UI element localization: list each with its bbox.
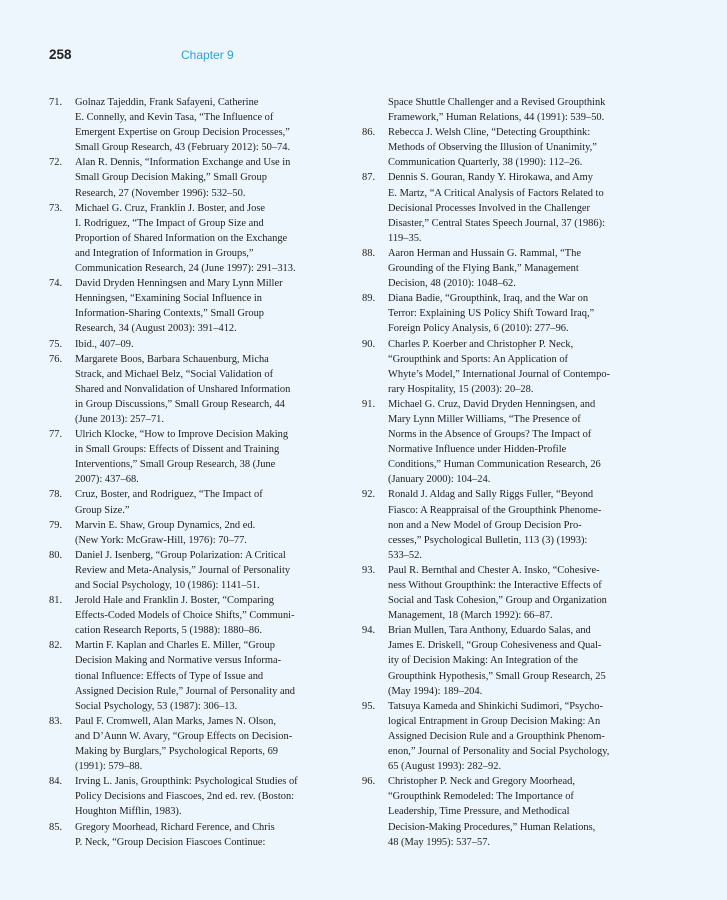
- endnote-line: logical Entrapment in Group Decision Making: An: [388, 715, 601, 727]
- endnote-number: 89.: [362, 293, 376, 305]
- endnote-number: 77.: [49, 429, 63, 441]
- endnote-line: David Dryden Henningsen and Mary Lynn Miller: [75, 278, 283, 290]
- endnote-line: Normative Influence under Hidden-Profile: [388, 444, 567, 456]
- endnote-line: Decisional Processes Involved in the Challenger: [388, 202, 591, 214]
- endnote-line: Emergent Expertise on Group Decision Processes,”: [75, 127, 290, 139]
- endnote-number: 95.: [362, 700, 376, 712]
- endnote-line: Irving L. Janis, Groupthink: Psychological Studies of: [75, 776, 298, 788]
- endnote-line: Small Group Research, 43 (February 2012): 50–74.: [75, 142, 291, 154]
- endnote-number: 75.: [49, 338, 63, 350]
- endnote-line: (1991): 579–88.: [75, 761, 143, 773]
- endnote: [49, 487, 349, 517]
- endnote-line: 65 (August 1993): 282–92.: [388, 761, 502, 773]
- endnote-line: Gregory Moorhead, Richard Ference, and Chris: [75, 821, 275, 833]
- endnote-number: 96.: [362, 776, 376, 788]
- endnote-line: Space Shuttle Challenger and a Revised Groupthink: [388, 97, 606, 108]
- endnote: [362, 699, 662, 774]
- endnote-line: Martin F. Kaplan and Charles E. Miller, “Group: [75, 640, 275, 652]
- endnote-line: Grounding of the Flying Bank,” Management: [388, 263, 579, 275]
- endnote-line: 533–52.: [388, 549, 422, 561]
- endnote-line: and D’Aunn W. Avary, “Group Effects on Decision-: [75, 730, 293, 742]
- endnote-line: Shared and Nonvalidation of Unshared Information: [75, 383, 291, 395]
- endnote-line: Group Size.”: [75, 504, 130, 516]
- endnote: [49, 548, 349, 593]
- endnote-number: 79.: [49, 519, 63, 531]
- endnote-line: Small Group Decision Making,” Small Group: [75, 172, 267, 184]
- endnote-line: Marvin E. Shaw, Group Dynamics, 2nd ed.: [75, 519, 256, 531]
- endnote-line: Houghton Mifflin, 1983).: [75, 806, 182, 818]
- endnote-line: Leadership, Time Pressure, and Methodical: [388, 806, 570, 818]
- endnote: [362, 95, 662, 125]
- endnote-line: E. Martz, “A Critical Analysis of Factors Related to: [388, 187, 604, 199]
- endnote: [362, 125, 662, 170]
- endnote-line: Policy Decisions and Fiascoes, 2nd ed. rev. (Boston:: [75, 791, 295, 803]
- endnote-line: 48 (May 1995): 537–57.: [388, 836, 491, 848]
- endnote-line: “Groupthink and Sports: An Application of: [388, 353, 569, 365]
- endnote-line: Social and Task Cohesion,” Group and Organization: [388, 595, 607, 607]
- endnote-line: Rebecca J. Welsh Cline, “Detecting Groupthink:: [388, 127, 591, 139]
- endnote: [49, 638, 349, 713]
- endnote-line: P. Neck, “Group Decision Fiascoes Continue:: [75, 836, 266, 848]
- endnote-line: Ronald J. Aldag and Sally Riggs Fuller, “Beyond: [388, 489, 594, 501]
- endnote-line: Assigned Decision Rule,” Journal of Personality and: [75, 685, 296, 697]
- notes-column-right: [362, 95, 662, 850]
- endnote-number: 84.: [49, 776, 63, 788]
- notes-column-left: [49, 95, 349, 850]
- endnote-line: Ibid., 407–09.: [75, 338, 134, 350]
- endnote-line: 119–35.: [388, 232, 422, 244]
- endnote-line: Terror: Explaining US Policy Shift Toward Iraq,”: [388, 308, 595, 320]
- endnote-line: (January 2000): 104–24.: [388, 474, 491, 486]
- endnote-line: Methods of Observing the Illusion of Unanimity,”: [388, 142, 597, 154]
- endnote-number: 85.: [49, 821, 63, 833]
- endnote-number: 71.: [49, 97, 63, 108]
- chapter-label: Chapter 9: [181, 48, 234, 62]
- endnote: [49, 820, 349, 850]
- endnote-line: Strack, and Michael Belz, “Social Validation of: [75, 368, 274, 380]
- endnote: [49, 593, 349, 638]
- endnote: [49, 276, 349, 336]
- endnote-number: 81.: [49, 595, 63, 607]
- endnote-number: 76.: [49, 353, 63, 365]
- endnote-number: 93.: [362, 564, 376, 576]
- endnote-line: Effects-Coded Models of Choice Shifts,” Communi-: [75, 610, 295, 622]
- endnote: [362, 246, 662, 291]
- endnote-line: Cruz, Boster, and Rodriguez, “The Impact of: [75, 489, 263, 501]
- endnote-line: Alan R. Dennis, “Information Exchange and Use in: [75, 157, 291, 169]
- endnote: [49, 714, 349, 774]
- endnote-number: 73.: [49, 202, 63, 214]
- endnote-line: Jerold Hale and Franklin J. Boster, “Comparing: [75, 595, 275, 607]
- endnote-line: Conditions,” Human Communication Research, 26: [388, 459, 601, 471]
- endnote-line: Decision-Making Procedures,” Human Relations,: [388, 821, 596, 833]
- endnote-line: Michael G. Cruz, Franklin J. Boster, and Jose: [75, 202, 266, 214]
- endnote-number: 86.: [362, 127, 376, 139]
- endnote-line: Norms in the Absence of Groups? The Impact of: [388, 429, 592, 441]
- endnote-line: Communication Quarterly, 38 (1990): 112–26.: [388, 157, 583, 169]
- endnote-line: “Groupthink Remodeled: The Importance of: [388, 791, 574, 803]
- endnote-number: 78.: [49, 489, 63, 501]
- endnote-line: Daniel J. Isenberg, “Group Polarization: A Critical: [75, 549, 286, 561]
- endnote-number: 94.: [362, 625, 376, 637]
- endnote-line: in Group Discussions,” Small Group Research, 44: [75, 398, 285, 410]
- endnote-number: 88.: [362, 247, 376, 259]
- endnote-line: Whyte’s Model,” International Journal of Contempo-: [388, 368, 611, 380]
- endnote-number: 72.: [49, 157, 63, 169]
- endnote: [362, 397, 662, 488]
- endnote-line: I. Rodriguez, “The Impact of Group Size and: [75, 217, 264, 229]
- endnote-line: Research, 34 (August 2003): 391–412.: [75, 323, 237, 335]
- endnote: [49, 352, 349, 427]
- endnote-line: Research, 27 (November 1996): 532–50.: [75, 187, 246, 199]
- endnote-line: E. Connelly, and Kevin Tasa, “The Influence of: [75, 112, 274, 124]
- endnote-line: Dennis S. Gouran, Randy Y. Hirokawa, and Amy: [388, 172, 593, 184]
- endnote-line: Decision, 48 (2010): 1048–62.: [388, 278, 516, 290]
- endnote: [362, 774, 662, 849]
- endnote: [362, 623, 662, 698]
- endnote-line: ity of Decision Making: An Integration of the: [388, 655, 578, 667]
- endnote-line: rary Hospitality, 15 (2003): 20–28.: [388, 383, 534, 395]
- endnote-number: 83.: [49, 715, 63, 727]
- endnote: [362, 337, 662, 397]
- endnote-line: and Integration of Information in Groups,”: [75, 247, 254, 259]
- endnote-line: Ulrich Klocke, “How to Improve Decision Making: [75, 429, 289, 441]
- endnote-line: Information-Sharing Contexts,” Small Group: [75, 308, 265, 320]
- endnote: [49, 518, 349, 548]
- endnote-line: Paul R. Bernthal and Chester A. Insko, “Cohesive-: [388, 564, 600, 576]
- endnote-line: (May 1994): 189–204.: [388, 685, 483, 697]
- endnote-line: Review and Meta-Analysis,” Journal of Personality: [75, 564, 291, 576]
- endnote-line: Foreign Policy Analysis, 6 (2010): 277–96.: [388, 323, 569, 335]
- endnote-line: enon,” Journal of Personality and Social Psychology,: [388, 746, 610, 758]
- endnote: [362, 170, 662, 245]
- endnote-number: 82.: [49, 640, 63, 652]
- endnote: [362, 291, 662, 336]
- endnote: [49, 427, 349, 487]
- endnote-line: (June 2013): 257–71.: [75, 413, 164, 425]
- endnote-line: Assigned Decision Rule and a Groupthink Phenom-: [388, 730, 605, 742]
- endnote: [49, 774, 349, 819]
- endnote-number: 91.: [362, 398, 376, 410]
- endnote-line: and Social Psychology, 10 (1986): 1141–51.: [75, 580, 260, 591]
- endnote-line: (New York: McGraw-Hill, 1976): 70–77.: [75, 534, 247, 546]
- endnote: [49, 337, 349, 352]
- endnote-number: 74.: [49, 278, 63, 290]
- endnote: [362, 487, 662, 562]
- endnote-line: Michael G. Cruz, David Dryden Henningsen, and: [388, 398, 596, 410]
- endnote-number: 87.: [362, 172, 376, 184]
- endnote-line: Diana Badie, “Groupthink, Iraq, and the War on: [388, 293, 589, 305]
- endnote-line: 2007): 437–68.: [75, 474, 139, 486]
- endnote-number: 90.: [362, 338, 376, 350]
- endnote-line: Henningsen, “Examining Social Influence in: [75, 293, 262, 305]
- endnote-line: Brian Mullen, Tara Anthony, Eduardo Salas, and: [388, 625, 591, 637]
- endnote-line: Groupthink Hypothesis,” Small Group Research, 25: [388, 670, 606, 682]
- endnote-line: Golnaz Tajeddin, Frank Safayeni, Catherine: [75, 97, 259, 108]
- endnote-number: 80.: [49, 549, 63, 561]
- endnote: [362, 563, 662, 623]
- endnote-line: Charles P. Koerber and Christopher P. Neck,: [388, 338, 574, 350]
- endnote-line: Disaster,” Central States Speech Journal, 37 (1986):: [388, 217, 605, 229]
- endnote-line: Proportion of Shared Information on the Exchange: [75, 232, 288, 244]
- page-number: 258: [49, 47, 72, 62]
- endnote-line: cesses,” Psychological Bulletin, 113 (3) (1993):: [388, 534, 588, 546]
- endnote: [49, 95, 349, 155]
- endnote-line: Making by Burglars,” Psychological Reports, 69: [75, 746, 279, 758]
- endnote-line: Social Psychology, 53 (1987): 306–13.: [75, 700, 238, 712]
- endnote: [49, 155, 349, 200]
- endnote-line: in Small Groups: Effects of Dissent and Training: [75, 444, 280, 456]
- endnote-line: Paul F. Cromwell, Alan Marks, James N. Olson,: [75, 715, 276, 727]
- endnote-line: James E. Driskell, “Group Cohesiveness and Qual-: [388, 640, 602, 652]
- endnote-line: ness Without Groupthink: the Interactive Effects of: [388, 580, 602, 591]
- endnote-line: Interventions,” Small Group Research, 38 (June: [75, 459, 276, 471]
- endnote-line: Decision Making and Normative versus Informa-: [75, 655, 282, 667]
- endnote-line: tional Influence: Effects of Type of Issue and: [75, 670, 264, 682]
- endnote-line: Mary Lynn Miller Williams, “The Presence of: [388, 413, 581, 425]
- endnote-line: Framework,” Human Relations, 44 (1991): 539–50.: [388, 112, 605, 124]
- endnote-line: Christopher P. Neck and Gregory Moorhead,: [388, 776, 575, 788]
- endnote-line: Margarete Boos, Barbara Schauenburg, Micha: [75, 353, 269, 365]
- endnote-line: Management, 18 (March 1992): 66–87.: [388, 610, 553, 622]
- endnote-line: cation Research Reports, 5 (1988): 1880–86.: [75, 625, 262, 637]
- endnote-line: Aaron Herman and Hussain G. Rammal, “The: [388, 247, 582, 259]
- endnote-number: 92.: [362, 489, 376, 501]
- endnote-line: Fiasco: A Reappraisal of the Groupthink Phenome-: [388, 504, 602, 516]
- endnote-line: non and a New Model of Group Decision Pro-: [388, 519, 582, 531]
- endnote: [49, 201, 349, 276]
- endnote-line: Tatsuya Kameda and Shinkichi Sudimori, “Psycho-: [388, 700, 603, 712]
- endnote-line: Communication Research, 24 (June 1997): 291–313.: [75, 263, 296, 275]
